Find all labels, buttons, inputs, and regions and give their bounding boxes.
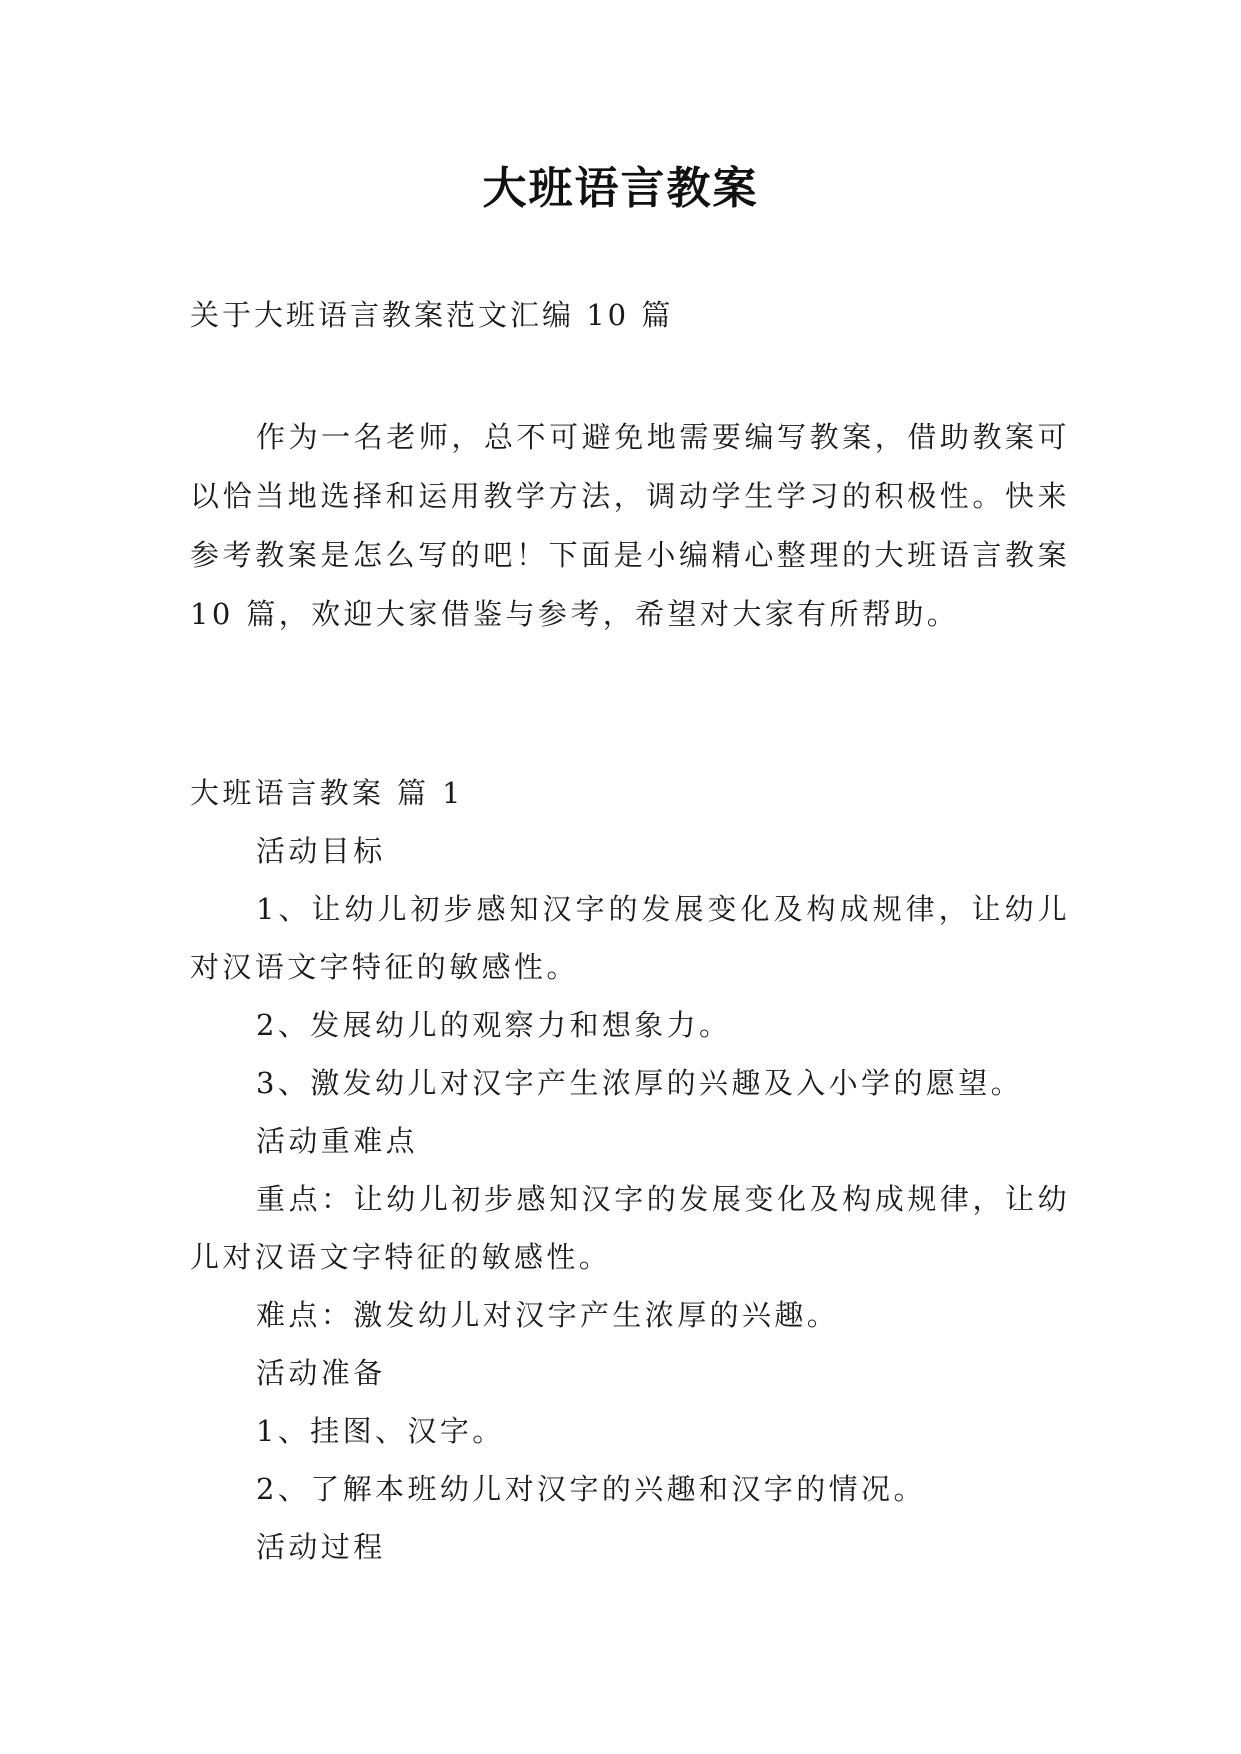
- document-title: 大班语言教案: [482, 163, 759, 214]
- goal-item-3: 3、激发幼儿对汉字产生浓厚的兴趣及入小学的愿望。: [256, 1066, 1024, 1100]
- preparation-item-1: 1、挂图、汉字。: [256, 1414, 505, 1448]
- heading-activity-goals: 活动目标: [256, 834, 386, 868]
- section-heading: 大班语言教案 篇 1: [190, 776, 464, 810]
- goal-item-1: 1、让幼儿初步感知汉字的发展变化及构成规律，让幼儿对汉语文字特征的敏感性。: [190, 892, 1070, 984]
- intro-paragraph: 作为一名老师，总不可避免地需要编写教案，借助教案可以恰当地选择和运用教学方法，调动学生学习的积极性。快来参考教案是怎么写的吧！下面是小编精心整理的大班语言教案 10 篇，欢迎大家借鉴与参考，希望对大家有所帮助。: [190, 420, 1070, 631]
- document-subtitle: 关于大班语言教案范文汇编 10 篇: [190, 298, 674, 332]
- heading-activity-process: 活动过程: [256, 1530, 386, 1564]
- key-point: 重点：让幼儿初步感知汉字的发展变化及构成规律，让幼儿对汉语文字特征的敏感性。: [190, 1182, 1070, 1274]
- preparation-item-2: 2、了解本班幼儿对汉字的兴趣和汉字的情况。: [256, 1472, 926, 1506]
- heading-preparation: 活动准备: [256, 1356, 386, 1390]
- heading-key-difficulties: 活动重难点: [256, 1124, 419, 1158]
- difficult-point: 难点：激发幼儿对汉字产生浓厚的兴趣。: [256, 1298, 840, 1332]
- goal-item-2: 2、发展幼儿的观察力和想象力。: [256, 1008, 732, 1042]
- document-body: [190, 764, 1070, 1576]
